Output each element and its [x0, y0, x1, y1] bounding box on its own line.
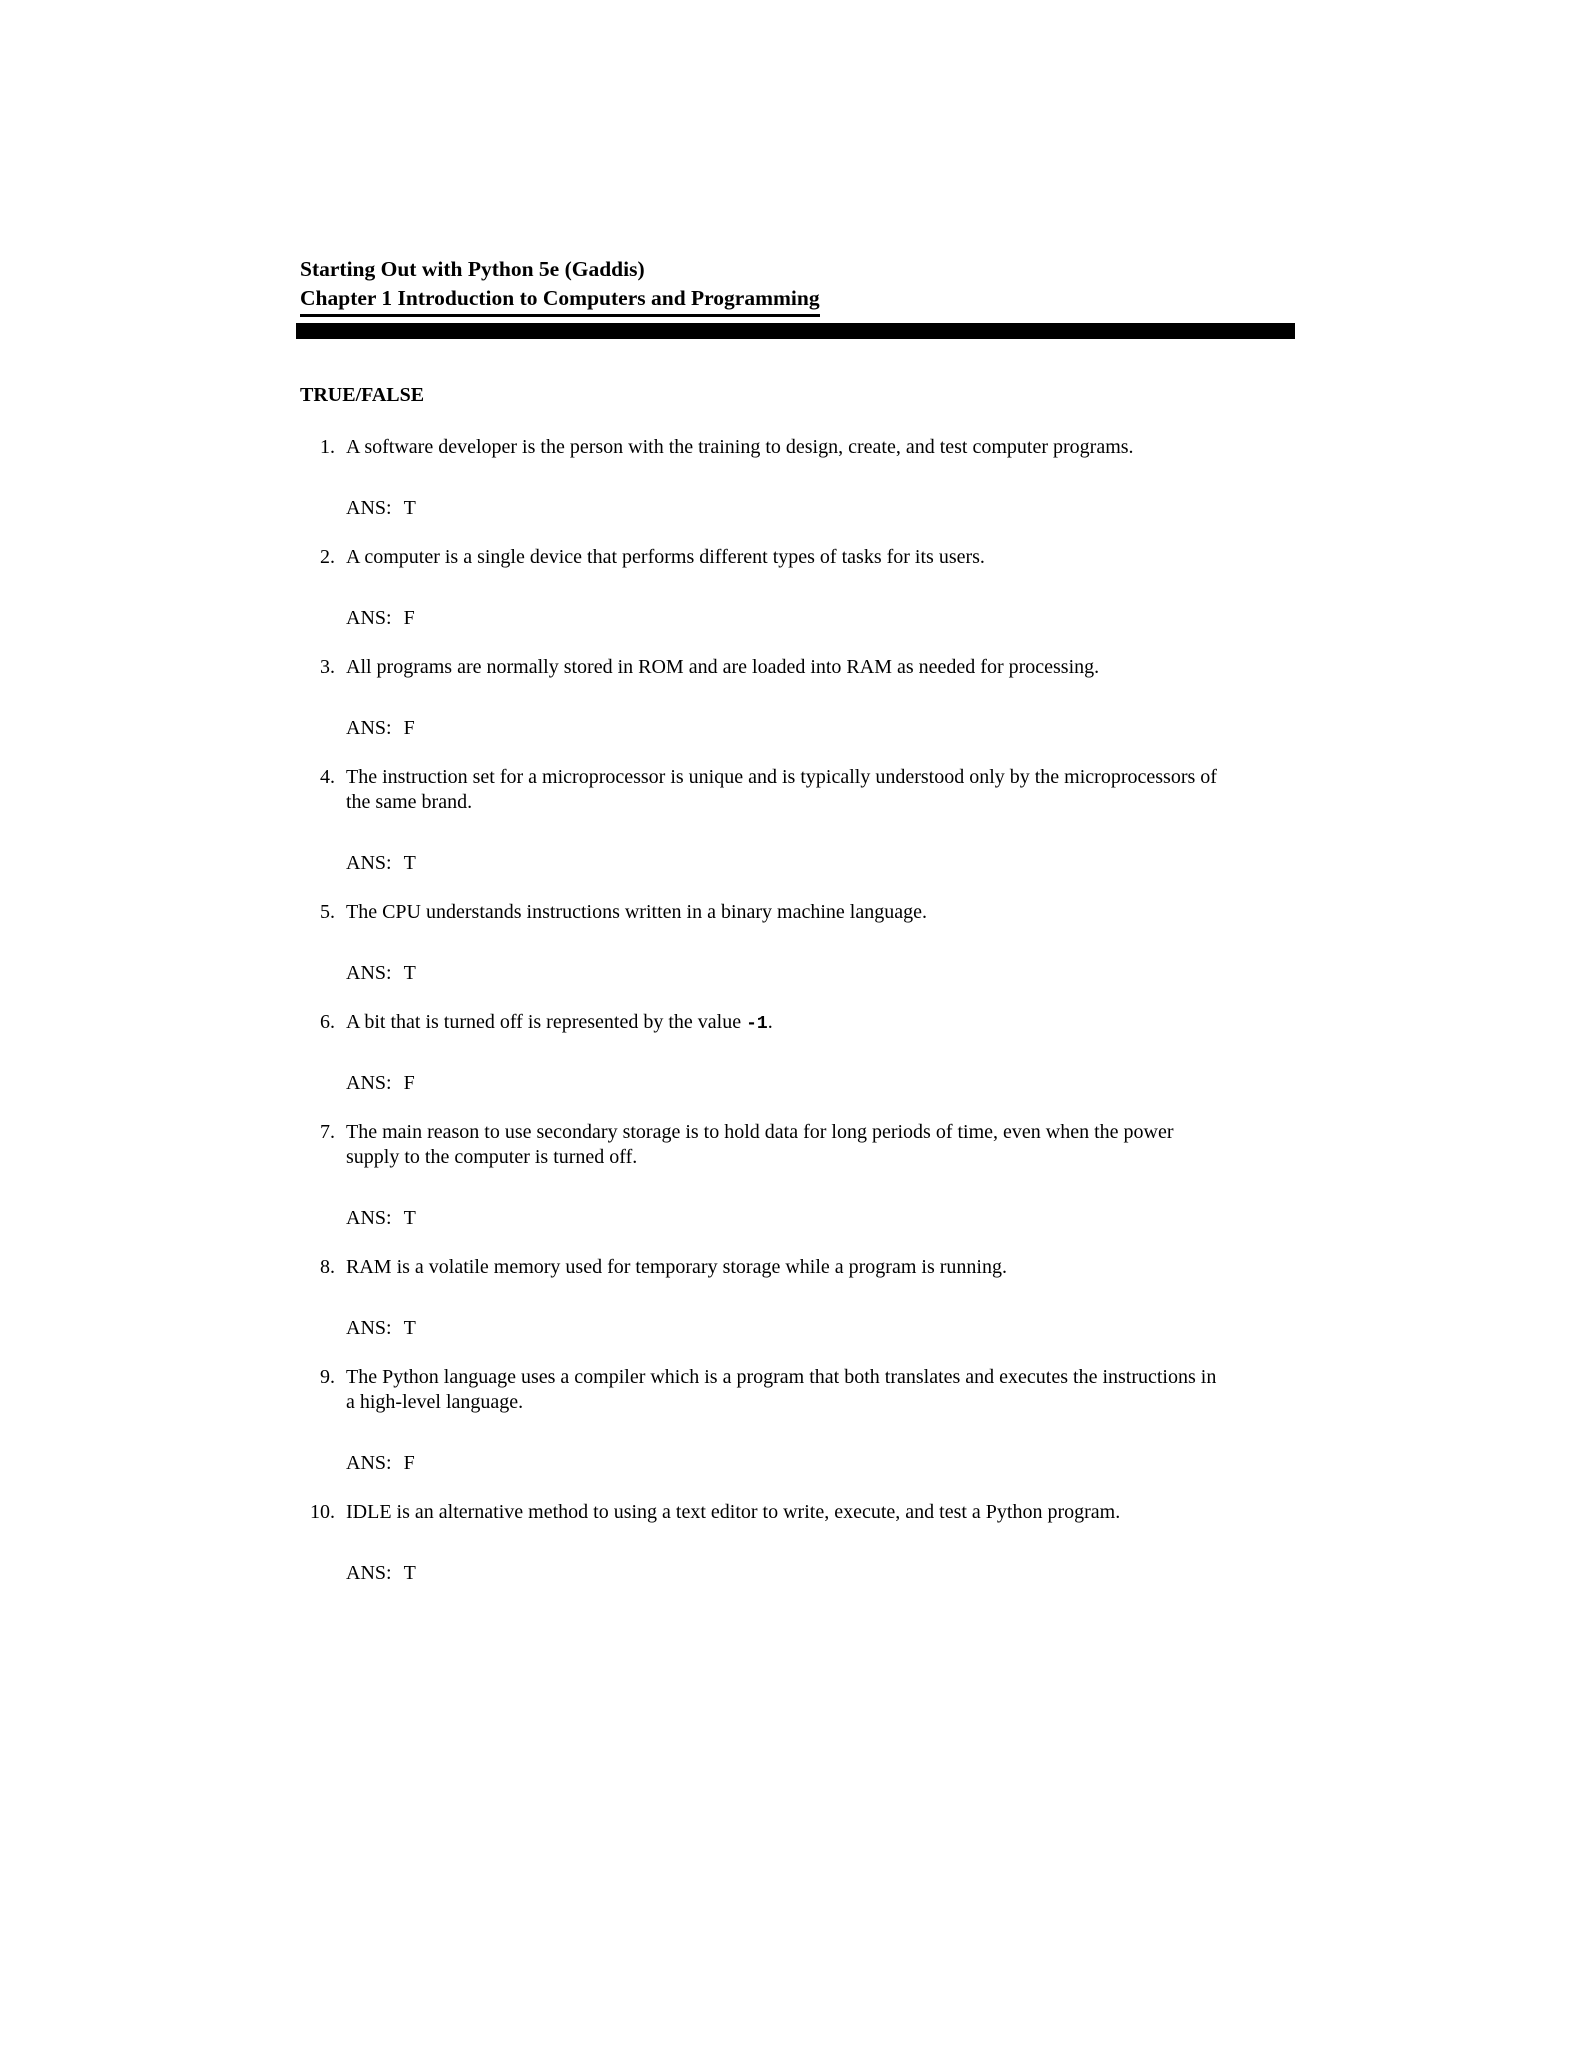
- answer-label: ANS:: [346, 1207, 392, 1229]
- question-text-pre: A computer is a single device that performs different types of tasks for its users.: [346, 546, 985, 568]
- answer-line: [346, 961, 1224, 986]
- question-text-pre: All programs are normally stored in ROM and are loaded into RAM as needed for processing.: [346, 656, 1100, 678]
- question-item: [300, 1255, 1300, 1365]
- answer-label: ANS:: [346, 607, 392, 629]
- question-text: [346, 655, 1224, 682]
- answer-value: F: [403, 1452, 415, 1474]
- question-number: 2.: [320, 546, 335, 568]
- chapter-title: Chapter 1 Introduction to Computers and Programming: [300, 284, 820, 317]
- question-body: [346, 545, 1224, 655]
- question-number: 10.: [310, 1501, 335, 1523]
- question-text-pre: IDLE is an alternative method to using a text editor to write, execute, and test a Python program.: [346, 1501, 1121, 1523]
- question-item: [300, 765, 1300, 900]
- question-text: [346, 1120, 1224, 1172]
- answer-value: T: [403, 962, 416, 984]
- answer-line: [346, 1206, 1224, 1231]
- question-text-pre: The Python language uses a compiler which is a program that both translates and executes the instructions in a high-level language.: [346, 1366, 1217, 1413]
- answer-label: ANS:: [346, 1562, 392, 1584]
- section-heading: TRUE/FALSE: [300, 384, 425, 406]
- document-header: [300, 255, 1300, 317]
- question-text: [346, 1365, 1224, 1417]
- header-divider-bar: [296, 323, 1295, 339]
- question-text-pre: A bit that is turned off is represented by the value: [346, 1011, 747, 1033]
- document-content: [300, 255, 1300, 1610]
- question-text-post: .: [767, 1011, 773, 1033]
- question-body: [346, 1500, 1224, 1610]
- question-text-pre: RAM is a volatile memory used for temporary storage while a program is running.: [346, 1256, 1007, 1278]
- question-item: [300, 1010, 1300, 1120]
- question-text-pre: The main reason to use secondary storage is to hold data for long periods of time, even when the power supply to the computer is turned off.: [346, 1121, 1174, 1168]
- question-body: [346, 1010, 1224, 1120]
- question-body: [346, 900, 1224, 1010]
- answer-line: [346, 1451, 1224, 1476]
- question-item: [300, 1120, 1300, 1255]
- answer-value: F: [403, 1072, 415, 1094]
- question-item: [300, 655, 1300, 765]
- question-body: [346, 435, 1224, 545]
- answer-line: [346, 1316, 1224, 1341]
- question-body: [346, 1120, 1224, 1255]
- question-body: [346, 1255, 1224, 1365]
- question-item: [300, 435, 1300, 545]
- answer-line: [346, 496, 1224, 521]
- question-item: [300, 1500, 1300, 1610]
- answer-line: [346, 716, 1224, 741]
- answer-label: ANS:: [346, 717, 392, 739]
- question-number: 6.: [320, 1011, 335, 1033]
- question-text: [346, 545, 1224, 572]
- answer-value: F: [403, 717, 415, 739]
- answer-label: ANS:: [346, 497, 392, 519]
- question-text: [346, 1255, 1224, 1282]
- question-number: 7.: [320, 1121, 335, 1143]
- answer-value: F: [403, 607, 415, 629]
- question-item: [300, 545, 1300, 655]
- book-title: Starting Out with Python 5e (Gaddis): [300, 257, 645, 281]
- answer-line: [346, 606, 1224, 631]
- question-text: [346, 1500, 1224, 1527]
- question-number: 4.: [320, 766, 335, 788]
- answer-value: T: [403, 852, 416, 874]
- question-text: [346, 900, 1224, 927]
- question-text: [346, 435, 1224, 462]
- answer-value: T: [403, 1207, 416, 1229]
- question-item: [300, 1365, 1300, 1500]
- question-text-pre: A software developer is the person with the training to design, create, and test computer programs.: [346, 436, 1134, 458]
- answer-label: ANS:: [346, 852, 392, 874]
- question-body: [346, 765, 1224, 900]
- answer-label: ANS:: [346, 1452, 392, 1474]
- question-text: [346, 765, 1224, 817]
- question-number: 3.: [320, 656, 335, 678]
- question-text: [346, 1010, 1224, 1037]
- answer-label: ANS:: [346, 962, 392, 984]
- question-inline-code: -1: [746, 1014, 768, 1034]
- question-item: [300, 900, 1300, 1010]
- question-number: 5.: [320, 901, 335, 923]
- answer-label: ANS:: [346, 1072, 392, 1094]
- question-number: 9.: [320, 1366, 335, 1388]
- answer-line: [346, 1561, 1224, 1586]
- answer-value: T: [403, 497, 416, 519]
- question-text-pre: The instruction set for a microprocessor is unique and is typically understood only by the microprocessors of the same brand.: [346, 766, 1217, 813]
- question-list: [300, 435, 1300, 1610]
- answer-label: ANS:: [346, 1317, 392, 1339]
- answer-line: [346, 851, 1224, 876]
- question-body: [346, 655, 1224, 765]
- answer-line: [346, 1071, 1224, 1096]
- question-number: 1.: [320, 436, 335, 458]
- question-number: 8.: [320, 1256, 335, 1278]
- answer-value: T: [403, 1317, 416, 1339]
- question-body: [346, 1365, 1224, 1500]
- answer-value: T: [403, 1562, 416, 1584]
- question-text-pre: The CPU understands instructions written in a binary machine language.: [346, 901, 927, 923]
